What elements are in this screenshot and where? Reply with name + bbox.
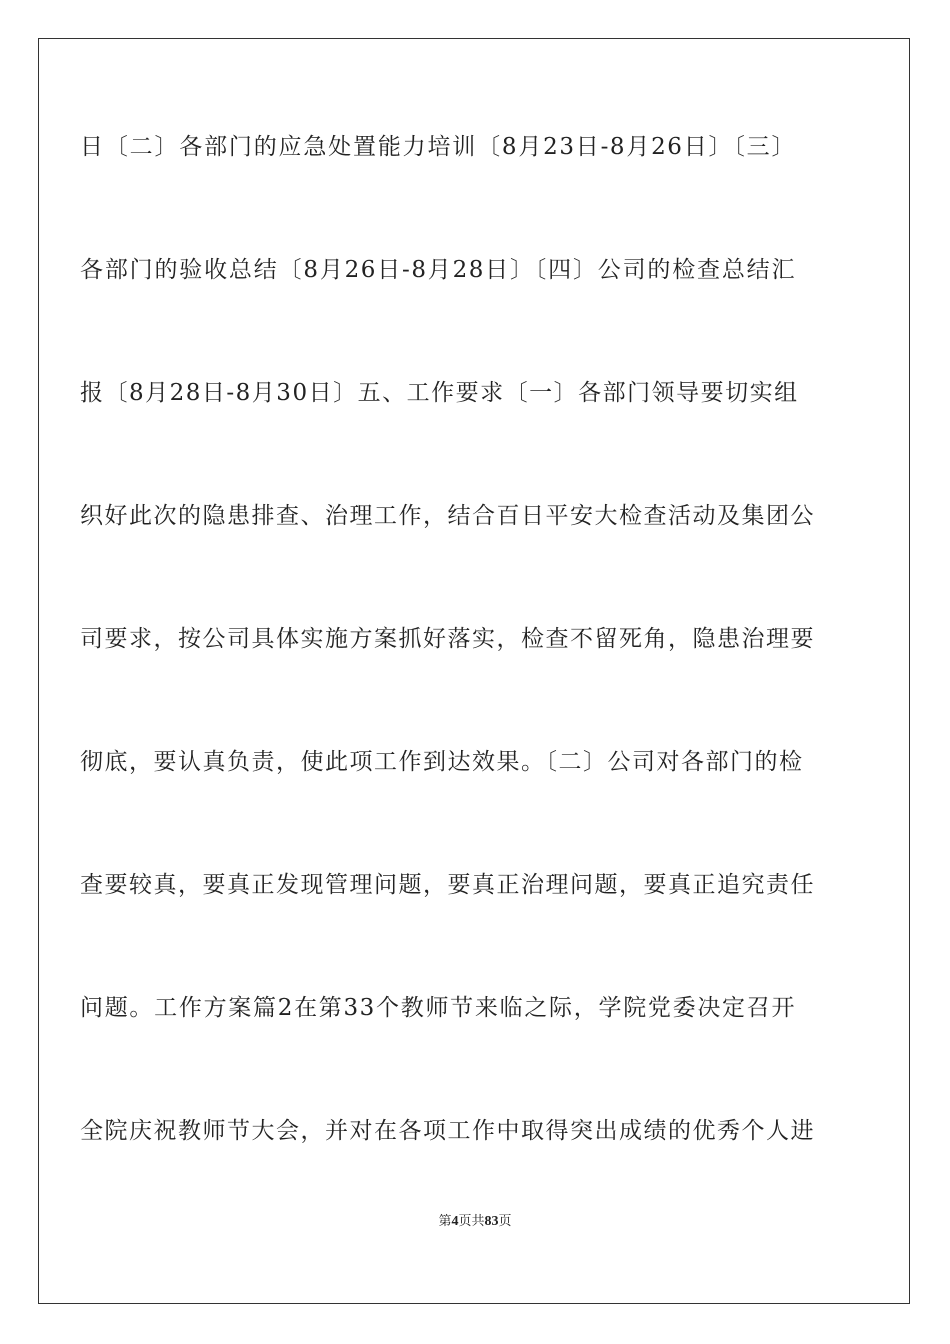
text-line: 查要较真，要真正发现管理问题，要真正治理问题，要真正追究责任: [80, 872, 815, 898]
document-body: [80, 92, 815, 1199]
total-page-count: 83: [484, 1214, 499, 1229]
text-line: 彻底，要认真负责，使此项工作到达效果。〔二〕公司对各部门的检: [80, 749, 804, 775]
text-line: 全院庆祝教师节大会，并对在各项工作中取得突出成绩的优秀个人进: [80, 1118, 815, 1144]
footer-prefix: 第: [438, 1214, 452, 1229]
page-number-footer: [0, 1210, 950, 1230]
text-line: 日〔二〕各部门的应急处置能力培训〔8月23日-8月26日〕〔三〕: [80, 134, 796, 160]
text-line: 问题。工作方案篇2在第33个教师节来临之际，学院党委决定召开: [80, 995, 796, 1021]
text-line: 织好此次的隐患排查、治理工作，结合百日平安大检查活动及集团公: [80, 503, 815, 529]
text-line: 各部门的验收总结〔8月26日-8月28日〕〔四〕公司的检查总结汇: [80, 257, 796, 283]
text-line: 报〔8月28日-8月30日〕五、工作要求〔一〕各部门领导要切实组: [80, 380, 799, 406]
current-page-number: 4: [451, 1214, 459, 1229]
footer-suffix: 页: [498, 1214, 512, 1229]
footer-middle: 页共: [458, 1214, 485, 1229]
text-line: 司要求，按公司具体实施方案抓好落实，检查不留死角，隐患治理要: [80, 626, 815, 652]
